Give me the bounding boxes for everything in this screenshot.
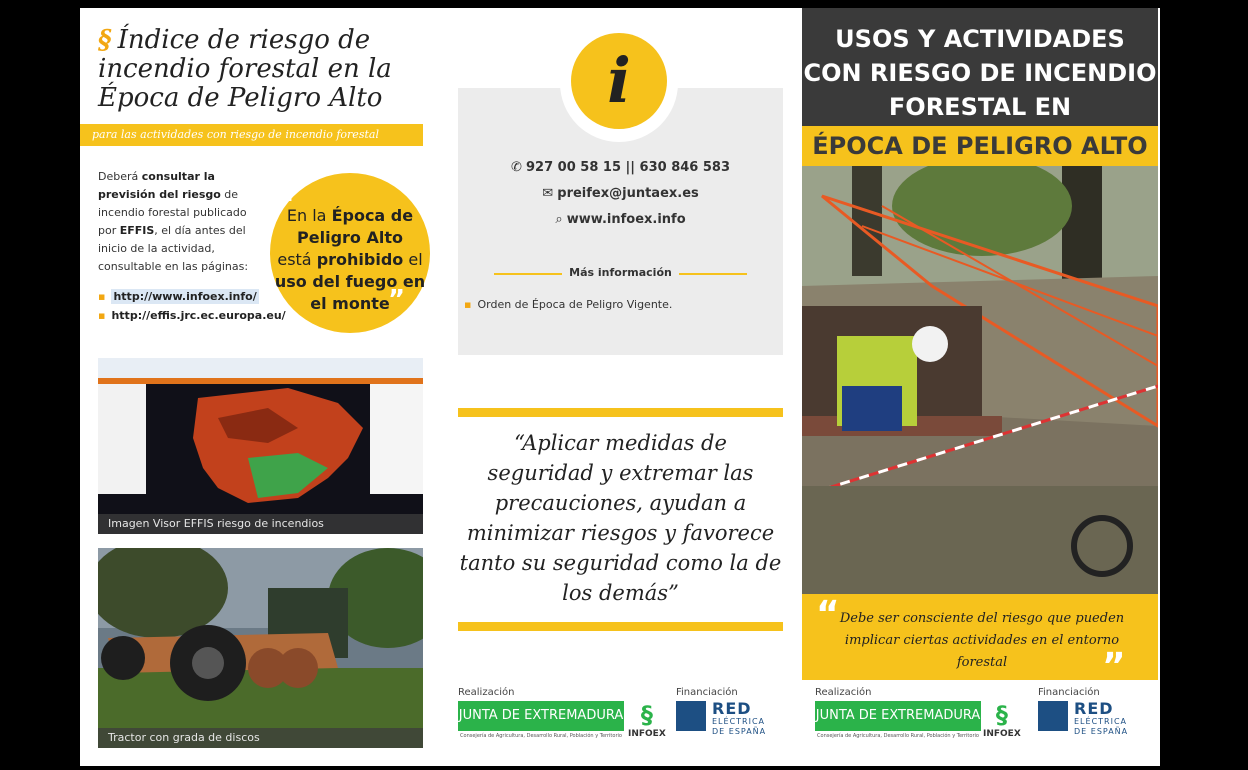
infoex-flame-icon: § xyxy=(640,701,653,729)
safety-quote: “Aplicar medidas de seguridad y extremar las precauciones, ayudan a minimizar riesgos y favorece tanto su seguridad como la de los demás” xyxy=(459,431,782,605)
right-quote-box xyxy=(802,594,1158,687)
flame-icon: § xyxy=(98,25,112,55)
email-row[interactable]: ✉ preifex@juntaex.es xyxy=(542,186,699,201)
realizacion-label: Realización xyxy=(458,687,515,698)
open-quote-icon: “ xyxy=(278,189,296,219)
infoex-flame-icon: § xyxy=(995,701,1008,729)
info-icon: i xyxy=(560,24,678,142)
close-quote-icon: ” xyxy=(1102,646,1126,687)
prohibition-text: En la Época de Peligro Alto está prohibido el uso del fuego en el monte xyxy=(274,206,426,313)
red-electrica-logo: RED ELÉCTRICA DE ESPAÑA xyxy=(676,701,766,737)
junta-logo: JUNTA DE EXTREMADURA Consejería de Agricultura, Desarrollo Rural, Población y Territorio xyxy=(458,701,624,740)
web-row[interactable]: ⌕ www.infoex.info xyxy=(555,212,686,227)
right-header: USOS Y ACTIVIDADES CON RIESGO DE INCENDIO FORESTAL EN xyxy=(802,8,1158,126)
tractor-caption: Tractor con grada de discos xyxy=(98,728,423,748)
right-quote-text: Debe ser consciente del riesgo que pueden implicar ciertas actividades en el entorno forestal xyxy=(839,611,1125,670)
red-electrica-icon xyxy=(1038,701,1068,731)
effis-links xyxy=(98,290,298,328)
effis-caption: Imagen Visor EFFIS riesgo de incendios xyxy=(98,514,423,534)
quote-top-bar xyxy=(458,408,783,417)
mail-icon: ✉ xyxy=(542,186,558,201)
tractor-image xyxy=(98,548,423,748)
quote-bottom-bar xyxy=(458,622,783,631)
open-quote-icon: “ xyxy=(816,594,840,635)
link-effis[interactable]: ▪ http://effis.jrc.ec.europa.eu/ xyxy=(98,309,286,322)
effis-map-image xyxy=(98,358,423,534)
realizacion-label: Realización xyxy=(815,687,872,698)
phone-icon: ✆ xyxy=(510,160,527,175)
subtitle-text: para las actividades con riesgo de incendio forestal xyxy=(92,128,379,141)
close-quote-icon: ” xyxy=(388,285,406,315)
effis-map-graphic xyxy=(98,358,423,534)
infoex-logo: § INFOEX xyxy=(628,701,666,739)
left-title: § Índice de riesgo de incendio forestal en la Época de Peligro Alto xyxy=(98,25,392,113)
subtitle-bar xyxy=(80,124,423,146)
red-electrica-logo: RED ELÉCTRICA DE ESPAÑA xyxy=(1038,701,1128,737)
link-infoex[interactable]: ▪ http://www.infoex.info/ xyxy=(98,290,257,303)
red-electrica-icon xyxy=(676,701,706,731)
financiacion-label: Financiación xyxy=(676,687,738,698)
consult-paragraph: Deberá consultar la previsión del riesgo de incendio forestal publicado por EFFIS, el día antes del inicio de la actividad, consultable en las páginas: xyxy=(98,170,249,273)
worker-photo xyxy=(802,166,1158,594)
brochure-sheet xyxy=(80,8,1160,766)
orden-item: ▪ Orden de Época de Peligro Vigente. xyxy=(464,298,673,311)
worker-graphic xyxy=(802,166,1158,594)
infoex-logo: § INFOEX xyxy=(983,701,1021,739)
phone-row: ✆ 927 00 58 15 || 630 846 583 xyxy=(510,160,731,175)
web-search-icon: ⌕ xyxy=(555,212,567,227)
more-info-heading: Más información xyxy=(488,266,753,279)
financiacion-label: Financiación xyxy=(1038,687,1100,698)
prohibition-circle xyxy=(270,173,430,333)
tractor-graphic xyxy=(98,548,423,748)
junta-logo: JUNTA DE EXTREMADURA Consejería de Agricultura, Desarrollo Rural, Población y Territorio xyxy=(815,701,981,740)
right-header-highlight: ÉPOCA DE PELIGRO ALTO xyxy=(802,126,1158,166)
